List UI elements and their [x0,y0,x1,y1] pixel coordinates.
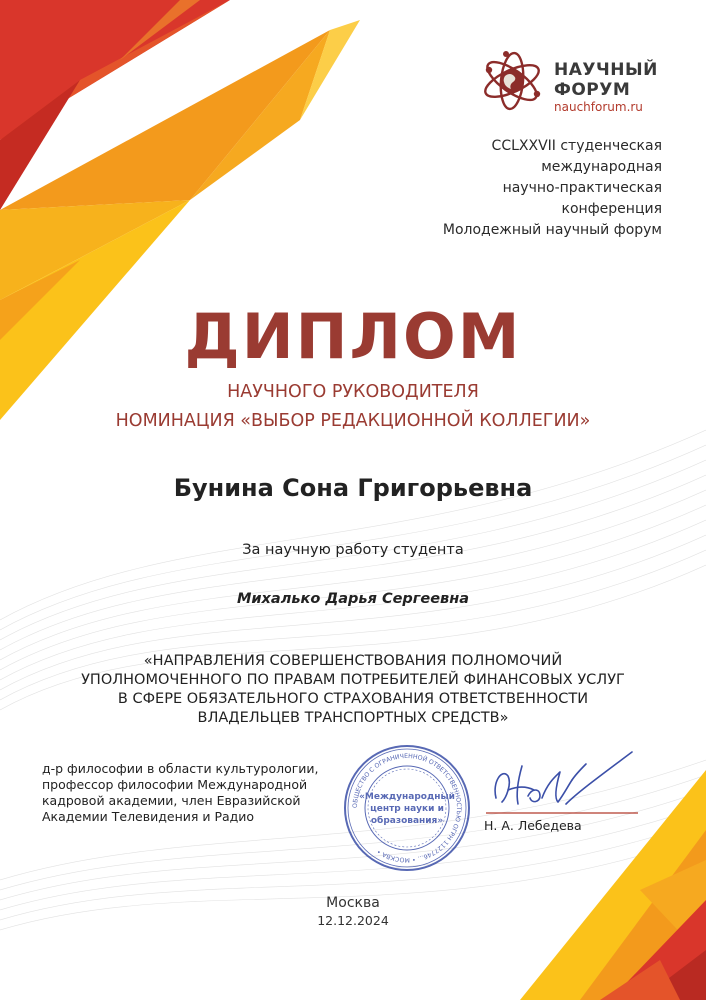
stamp-ring-text: ОБЩЕСТВО С ОГРАНИЧЕННОЙ ОТВЕТСТВЕННОСТЬЮ ОГРН 1127746... • МОСКВА • [351,752,463,864]
conference-line: международная [541,159,662,175]
topic-line: В СФЕРЕ ОБЯЗАТЕЛЬНОГО СТРАХОВАНИЯ ОТВЕТСТВЕННОСТИ [117,691,589,707]
signer-credentials [42,761,362,825]
conference-line: CCLXXVII студенческая [491,138,662,154]
brand-url: nauchforum.ru [554,100,643,114]
city: Москва [326,895,380,911]
topic-line: УПОЛНОМОЧЕННОГО ПО ПРАВАМ ПОТРЕБИТЕЛЕЙ ФИНАНСОВЫХ УСЛУГ [81,672,625,688]
official-stamp [342,743,472,873]
diploma-title: ДИПЛОМ [184,300,522,373]
credentials-line: кадровой академии, член Евразийской [42,793,301,808]
conference-line: научно-практическая [502,180,662,196]
signer-name: Н. А. Лебедева [484,818,582,833]
conference-line: Молодежный научный форум [442,222,662,238]
brand-name-line1: НАУЧНЫЙ [554,60,658,80]
conference-info [362,136,662,241]
work-topic [40,652,666,728]
credentials-line: Академии Телевидения и Радио [42,809,255,824]
diploma-subtitle: НАУЧНОГО РУКОВОДИТЕЛЯ [227,382,479,402]
handwritten-signature [482,746,642,826]
for-work-label: За научную работу студента [242,542,464,558]
credentials-line: д-р философии в области культурологии, [42,761,319,776]
stamp-center-line: образования» [370,816,444,826]
student-name: Михалько Дарья Сергеевна [236,591,470,607]
conference-line: конференция [561,201,662,217]
issue-date: 12.12.2024 [317,913,389,928]
recipient-name: Бунина Сона Григорьевна [173,474,533,502]
diploma-nomination: НОМИНАЦИЯ «ВЫБОР РЕДАКЦИОННОЙ КОЛЛЕГИИ» [115,411,591,431]
atom-globe-icon [480,50,544,112]
topic-line: «НАПРАВЛЕНИЯ СОВЕРШЕНСТВОВАНИЯ ПОЛНОМОЧИЙ [143,653,563,669]
stamp-center-line: «Международный [359,792,455,802]
brand-logo [480,50,670,112]
brand-name-line2: ФОРУМ [554,80,631,100]
stamp-center-line: центр науки и [370,804,444,814]
topic-line: ВЛАДЕЛЬЦЕВ ТРАНСПОРТНЫХ СРЕДСТВ» [197,710,509,726]
credentials-line: профессор философии Международной [42,777,308,792]
